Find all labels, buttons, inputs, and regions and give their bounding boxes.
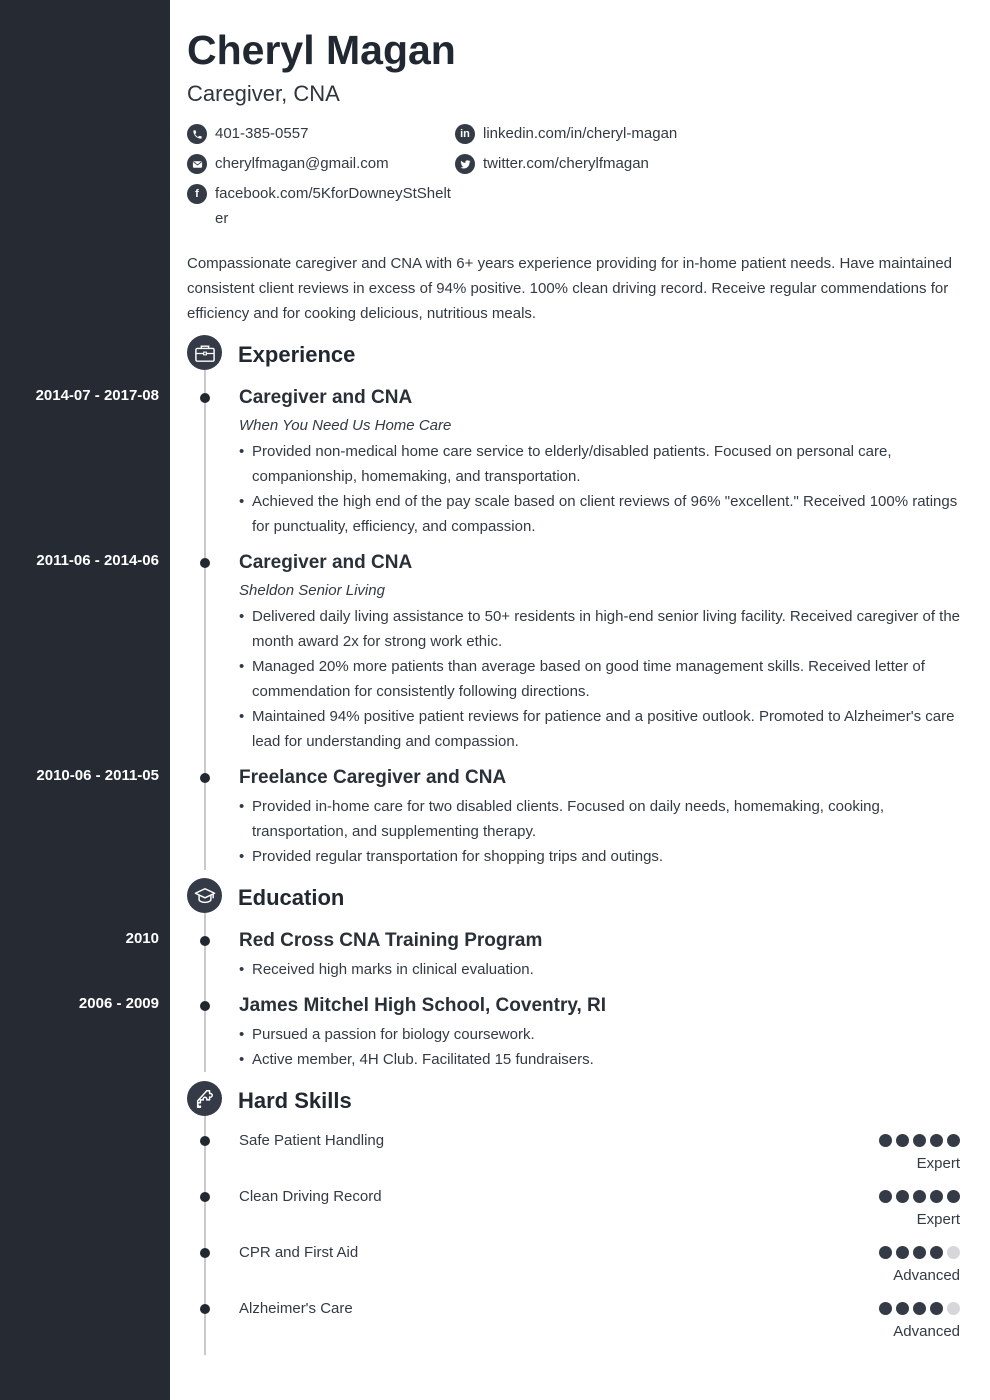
- skill-level: Expert: [916, 1155, 960, 1172]
- rating-dot-filled: [913, 1134, 926, 1147]
- twitter-icon: [455, 154, 475, 174]
- bullet-item: • Maintained 94% positive patient reviews for patience and a positive outlook. Promoted to Alzheimer's care lead for understanding and compassion.: [239, 704, 965, 754]
- contact-twitter[interactable]: twitter.com/cherylfmagan: [483, 155, 649, 172]
- skill-rating: [879, 1246, 960, 1259]
- timeline-dot: [200, 773, 210, 783]
- bullet-item: • Provided regular transportation for shopping trips and outings.: [239, 844, 965, 869]
- skill-level: Advanced: [893, 1267, 960, 1284]
- candidate-name: Cheryl Magan: [187, 27, 456, 73]
- rating-dot-empty: [947, 1246, 960, 1259]
- candidate-role: Caregiver, CNA: [187, 81, 340, 106]
- linkedin-icon: in: [455, 124, 475, 144]
- bullet-list: [239, 1022, 965, 1072]
- skill-rating: [879, 1134, 960, 1147]
- rating-dot-filled: [896, 1190, 909, 1203]
- contact-linkedin[interactable]: linkedin.com/in/cheryl-magan: [483, 125, 678, 142]
- timeline-dot: [200, 1304, 210, 1314]
- facebook-icon: f: [187, 184, 207, 204]
- rating-dot-filled: [896, 1134, 909, 1147]
- rating-dot-filled: [913, 1190, 926, 1203]
- contact-facebook[interactable]: facebook.com/5KforDowneyStShelt: [215, 185, 451, 202]
- job-organization: Sheldon Senior Living: [239, 582, 385, 599]
- entry-date: 2010-06 - 2011-05: [36, 767, 159, 784]
- job-title: Caregiver and CNA: [239, 552, 413, 573]
- section-title-education: Education: [238, 885, 345, 910]
- rating-dot-empty: [947, 1302, 960, 1315]
- bullet-item: • Delivered daily living assistance to 50+ residents in high-end senior living facility. Received caregiver of the month award 2x for strong work ethic.: [239, 604, 965, 654]
- entry-date: 2011-06 - 2014-06: [36, 552, 159, 569]
- rating-dot-filled: [896, 1246, 909, 1259]
- job-organization: When You Need Us Home Care: [239, 417, 452, 434]
- timeline-dot: [200, 1192, 210, 1202]
- skill-name: Alzheimer's Care: [239, 1300, 353, 1317]
- skill-rating: [879, 1190, 960, 1203]
- briefcase-icon: [187, 335, 222, 370]
- puzzle-icon: [187, 1081, 222, 1116]
- skill-name: Safe Patient Handling: [239, 1132, 385, 1149]
- rating-dot-filled: [879, 1246, 892, 1259]
- timeline-dot: [200, 393, 210, 403]
- bullet-item: • Provided in-home care for two disabled clients. Focused on daily needs, homemaking, cooking, transportation, and supplementing therapy.: [239, 794, 965, 844]
- timeline-dot: [200, 936, 210, 946]
- bullet-item: • Pursued a passion for biology coursework.: [239, 1022, 965, 1047]
- contact-facebook-wrap[interactable]: er: [215, 210, 229, 227]
- section-title-hard-skills: Hard Skills: [238, 1088, 352, 1113]
- bullet-item: • Managed 20% more patients than average based on good time management skills. Received letter of commendation for consistently following directions.: [239, 654, 965, 704]
- rating-dot-filled: [930, 1134, 943, 1147]
- timeline-dot: [200, 558, 210, 568]
- entry-date: 2010: [125, 930, 159, 947]
- job-title: Caregiver and CNA: [239, 387, 413, 408]
- bullet-item: • Provided non-medical home care service to elderly/disabled patients. Focused on personal care, companionship, homemaking, and transportation.: [239, 439, 965, 489]
- bullet-list: [239, 439, 965, 539]
- sidebar: [0, 0, 170, 1400]
- rating-dot-filled: [879, 1190, 892, 1203]
- entry-date: 2006 - 2009: [78, 995, 159, 1012]
- rating-dot-filled: [913, 1246, 926, 1259]
- graduation-cap-icon: [187, 878, 222, 913]
- rating-dot-filled: [896, 1302, 909, 1315]
- section-title-experience: Experience: [238, 342, 356, 367]
- skill-rating: [879, 1302, 960, 1315]
- job-title: Freelance Caregiver and CNA: [239, 767, 507, 788]
- skill-name: CPR and First Aid: [239, 1244, 359, 1261]
- rating-dot-filled: [930, 1246, 943, 1259]
- phone-icon: [187, 124, 207, 144]
- rating-dot-filled: [947, 1134, 960, 1147]
- bullet-list: [239, 794, 965, 869]
- timeline-dot: [200, 1136, 210, 1146]
- experience-timeline: [204, 370, 206, 870]
- rating-dot-filled: [913, 1302, 926, 1315]
- rating-dot-filled: [879, 1302, 892, 1315]
- profile-summary: Compassionate caregiver and CNA with 6+ years experience providing for in-home patient needs. Have maintained consistent client reviews in excess of 94% positive. 100% clean driving record. Receive regular commendations for efficiency and for cooking delicious, nutritious meals.: [187, 255, 953, 322]
- rating-dot-filled: [879, 1134, 892, 1147]
- bullet-list: [239, 604, 965, 754]
- rating-dot-filled: [930, 1190, 943, 1203]
- rating-dot-filled: [930, 1302, 943, 1315]
- rating-dot-filled: [947, 1190, 960, 1203]
- contact-email[interactable]: cherylfmagan@gmail.com: [215, 155, 389, 172]
- skills-timeline: [204, 1115, 206, 1355]
- entry-date: 2014-07 - 2017-08: [35, 387, 159, 404]
- skill-level: Advanced: [893, 1323, 960, 1340]
- education-title: James Mitchel High School, Coventry, RI: [239, 995, 607, 1016]
- timeline-dot: [200, 1001, 210, 1011]
- contact-phone[interactable]: 401-385-0557: [215, 125, 309, 142]
- bullet-list: [239, 957, 965, 982]
- email-icon: [187, 154, 207, 174]
- timeline-dot: [200, 1248, 210, 1258]
- skill-level: Expert: [916, 1211, 960, 1228]
- bullet-item: • Active member, 4H Club. Facilitated 15 fundraisers.: [239, 1047, 965, 1072]
- bullet-item: • Received high marks in clinical evaluation.: [239, 957, 965, 982]
- education-title: Red Cross CNA Training Program: [239, 930, 543, 951]
- bullet-item: • Achieved the high end of the pay scale based on client reviews of 96% "excellent." Received 100% ratings for punctuality, efficiency, and compassion.: [239, 489, 965, 539]
- skill-name: Clean Driving Record: [239, 1188, 382, 1205]
